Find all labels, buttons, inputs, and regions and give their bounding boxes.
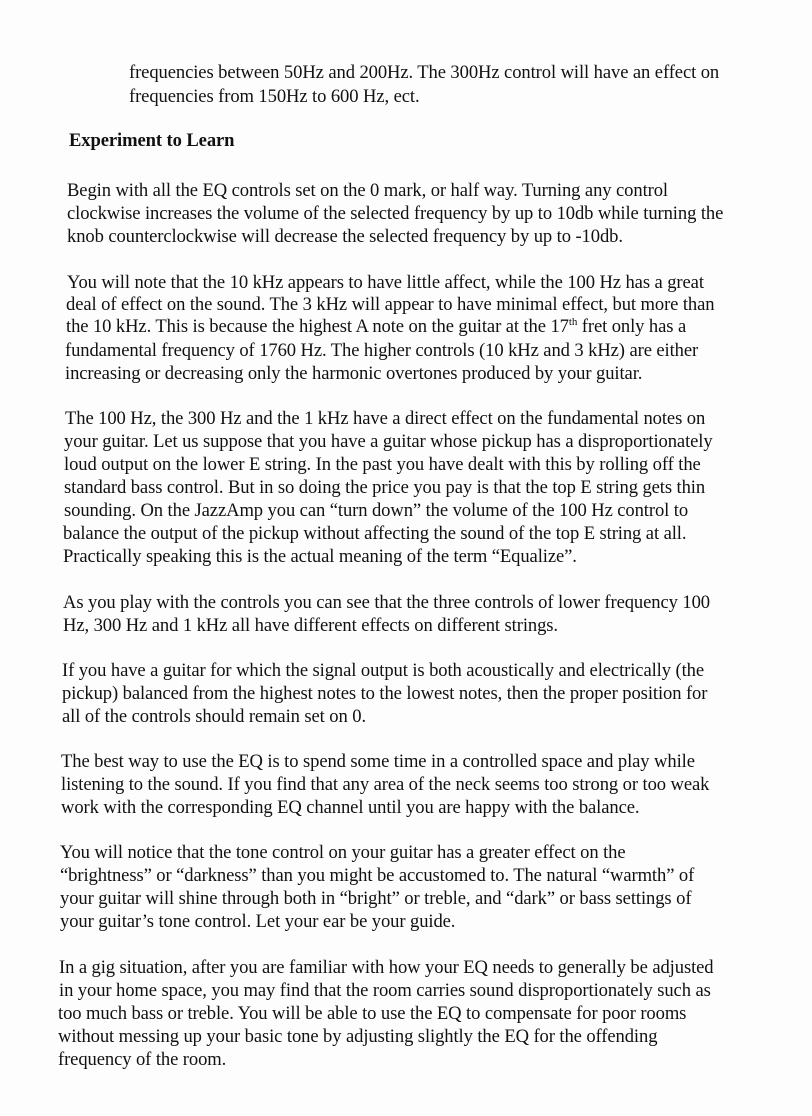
paragraph-line: listening to the sound. If you find that any area of the neck seems too strong or too weak bbox=[61, 774, 710, 795]
paragraph-text: the 10 kHz. This is because the highest A note on the guitar at the 17 bbox=[66, 316, 569, 337]
paragraph-line: in your home space, you may find that the room carries sound disproportionately such as bbox=[59, 980, 711, 1001]
section-heading: Experiment to Learn bbox=[69, 130, 235, 151]
paragraph-line: In a gig situation, after you are familiar with how your EQ needs to generally be adjusted bbox=[59, 957, 714, 978]
paragraph-line: your guitar. Let us suppose that you have a guitar whose pickup has a disproportionately bbox=[64, 431, 713, 452]
paragraph-line: standard bass control. But in so doing the price you pay is that the top E string gets thin bbox=[64, 477, 706, 498]
paragraph-line: without messing up your basic tone by adjusting slightly the EQ for the offending bbox=[58, 1026, 658, 1047]
paragraph-line: your guitar’s tone control. Let your ear be your guide. bbox=[60, 911, 456, 932]
paragraph-line: balance the output of the pickup without affecting the sound of the top E string at all. bbox=[63, 523, 687, 544]
paragraph-line: If you have a guitar for which the signal output is both acoustically and electrically (the bbox=[62, 660, 704, 681]
intro-line: frequencies from 150Hz to 600 Hz, ect. bbox=[129, 86, 420, 107]
paragraph-line: The 100 Hz, the 300 Hz and the 1 kHz have a direct effect on the fundamental notes on bbox=[65, 408, 706, 429]
paragraph-line: Practically speaking this is the actual meaning of the term “Equalize”. bbox=[63, 546, 577, 567]
paragraph-line: all of the controls should remain set on 0. bbox=[62, 706, 366, 727]
paragraph-line: pickup) balanced from the highest notes to the lowest notes, then the proper position for bbox=[62, 683, 708, 704]
paragraph-line: The best way to use the EQ is to spend some time in a controlled space and play while bbox=[61, 751, 695, 772]
paragraph-line: your guitar will shine through both in “bright” or treble, and “dark” or bass settings of bbox=[60, 888, 692, 909]
paragraph-line: loud output on the lower E string. In the past you have dealt with this by rolling off the bbox=[64, 454, 701, 475]
paragraph-line: “brightness” or “darkness” than you might be accustomed to. The natural “warmth” of bbox=[60, 865, 695, 886]
paragraph-line: Hz, 300 Hz and 1 kHz all have different effects on different strings. bbox=[63, 615, 558, 636]
paragraph-line: As you play with the controls you can see that the three controls of lower frequency 100 bbox=[63, 592, 710, 613]
intro-line: frequencies between 50Hz and 200Hz. The 300Hz control will have an effect on bbox=[129, 62, 720, 83]
paragraph-line: frequency of the room. bbox=[58, 1049, 227, 1070]
paragraph-line: fundamental frequency of 1760 Hz. The higher controls (10 kHz and 3 kHz) are either bbox=[65, 340, 699, 361]
paragraph-line: work with the corresponding EQ channel until you are happy with the balance. bbox=[61, 797, 640, 818]
ordinal-superscript: th bbox=[568, 315, 578, 328]
paragraph-line: too much bass or treble. You will be able to use the EQ to compensate for poor rooms bbox=[58, 1003, 687, 1024]
paragraph-line bbox=[66, 316, 686, 338]
paragraph-line: increasing or decreasing only the harmonic overtones produced by your guitar. bbox=[65, 363, 643, 384]
paragraph-line: deal of effect on the sound. The 3 kHz will appear to have minimal effect, but more than bbox=[66, 294, 715, 315]
paragraph-line: clockwise increases the volume of the selected frequency by up to 10db while turning the bbox=[67, 203, 724, 224]
paragraph-line: You will notice that the tone control on your guitar has a greater effect on the bbox=[60, 842, 626, 863]
paragraph-line: knob counterclockwise will decrease the selected frequency by up to -10db. bbox=[67, 226, 623, 247]
paragraph-text: fret only has a bbox=[577, 316, 687, 337]
paragraph-line: sounding. On the JazzAmp you can “turn down” the volume of the 100 Hz control to bbox=[64, 500, 689, 521]
paragraph-line: You will note that the 10 kHz appears to have little affect, while the 100 Hz has a great bbox=[67, 272, 704, 293]
paragraph-line: Begin with all the EQ controls set on the 0 mark, or half way. Turning any control bbox=[67, 180, 668, 201]
